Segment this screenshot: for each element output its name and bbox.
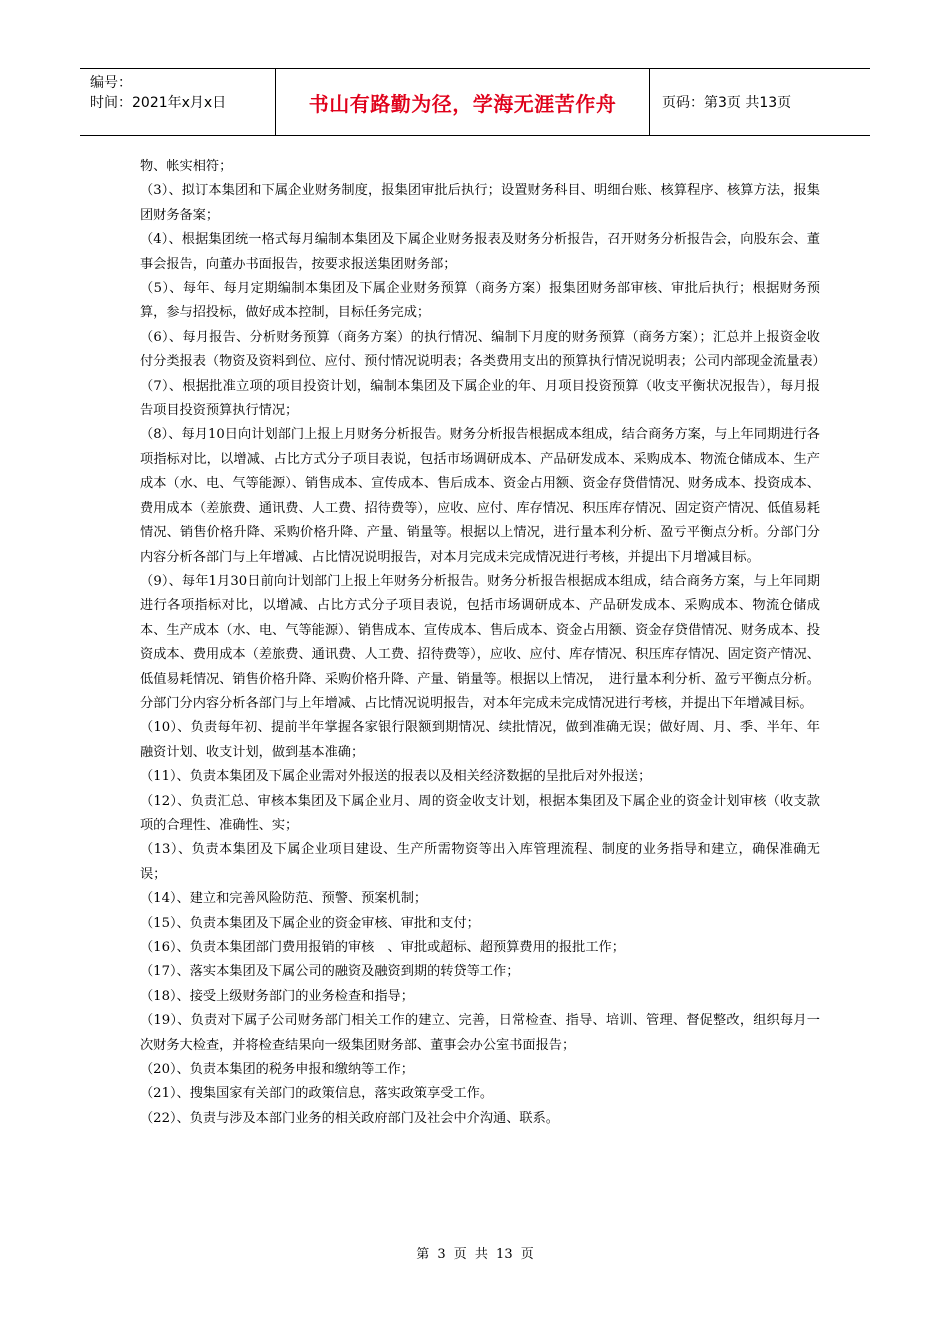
paragraph: （16）、负责本集团部门费用报销的审核 、审批或超标、超预算费用的报批工作； bbox=[140, 940, 625, 955]
paragraph: （13）、负责本集团及下属企业项目建设、生产所需物资等出入库管理流程、制度的业务指导和建立，确保准确无误； bbox=[140, 842, 820, 882]
paragraph: （6）、每月报告、分析财务预算（商务方案）的执行情况、编制下月度的财务预算（商务方案）；汇总并上报资金收付分类报表（物资及资料到位、应付、预付情况说明表；各类费用支出的预算执行情况说明表；公司内部现金流量表） bbox=[140, 329, 826, 370]
paragraph: （18）、接受上级财务部门的业务检查和指导； bbox=[140, 988, 414, 1004]
document-date: 时间：2021年x月x日 bbox=[90, 95, 227, 111]
document-body bbox=[140, 155, 826, 1131]
paragraph: 物、帐实相符； bbox=[140, 159, 233, 174]
paragraph: （22）、负责与涉及本部门业务的相关政府部门及社会中介沟通、联系。 bbox=[140, 1110, 559, 1126]
paragraph: （5）、每年、每月定期编制本集团及下属企业财务预算（商务方案）报集团财务部审核、审批后执行；根据财务预算，参与招投标，做好成本控制，目标任务完成； bbox=[140, 281, 820, 321]
paragraph: （14）、建立和完善风险防范、预警、预案机制； bbox=[140, 891, 428, 907]
header-motto: 书山有路勤为径，学海无涯苦作舟 bbox=[276, 69, 650, 135]
paragraph: （9）、每年1月30日前向计划部门上报上年财务分析报告。财务分析报告根据成本组成，结合商务方案，与上年同期进行各项指标对比，以增减、占比方式分子项目表说，包括市场调研成本、产品研发成本、采购成本、物流仓储成本、生产成本（水、电、气等能源）、销售成本、宣传成本、售后成本、资金占用额、资金存贷借情况、财务成本、投资成本、费用成本（差旅费、通讯费、人工费、招待费等），应收、应付、库存情况、积压库存情况、固定资产情况、低值易耗情况、销售价格升降、采购价格升降、产量、销量等。根据以上情况， 进行量本利分析、盈亏平衡点分析。分部门分内容分析各部门与上年增减、占比情况说明报告，对本年完成未完成情况进行考核，并提出下年增减目标。 bbox=[140, 573, 820, 711]
paragraph: （19）、负责对下属子公司财务部门相关工作的建立、完善，日常检查、指导、培训、管理、督促整改，组织每月一次财务大检查，并将检查结果向一级集团财务部、董事会办公室书面报告； bbox=[140, 1013, 820, 1053]
header-meta bbox=[80, 69, 276, 135]
paragraph: （3）、拟订本集团和下属企业财务制度，报集团审批后执行；设置财务科目、明细台账、核算程序、核算方法，报集团财务备案； bbox=[140, 183, 820, 223]
paragraph: （10）、负责每年初、提前半年掌握各家银行限额到期情况、续批情况，做到准确无误；做好周、月、季、半年、年融资计划、收支计划，做到基本准确； bbox=[140, 720, 820, 760]
paragraph: （8）、每月10日向计划部门上报上月财务分析报告。财务分析报告根据成本组成，结合商务方案，与上年同期进行各项指标对比，以增减、占比方式分子项目表说，包括市场调研成本、产品研发成本、采购成本、物流仓储成本、生产成本（水、电、气等能源）、销售成本、宣传成本、售后成本、资金占用额、资金存贷借情况、财务成本、投资成本、费用成本（差旅费、通讯费、人工费、招待费等），应收、应付、库存情况、积压库存情况、固定资产情况、低值易耗情况、销售价格升降、采购价格升降、产量、销量等。根据以上情况，进行量本利分析、盈亏平衡点分析。分部门分内容分析各部门与上年增减、占比情况说明报告，对本月完成未完成情况进行考核，并提出下月增减目标。 bbox=[140, 427, 820, 565]
paragraph: （4）、根据集团统一格式每月编制本集团及下属企业财务报表及财务分析报告，召开财务分析报告会，向股东会、董事会报告，向董办书面报告，按要求报送集团财务部； bbox=[140, 232, 820, 272]
paragraph: （21）、搜集国家有关部门的政策信息，落实政策享受工作。 bbox=[140, 1086, 494, 1102]
paragraph: （7）、根据批准立项的项目投资计划，编制本集团及下属企业的年、月项目投资预算（收支平衡状况报告），每月报告项目投资预算执行情况； bbox=[140, 378, 820, 419]
paragraph: （12）、负责汇总、审核本集团及下属企业月、周的资金收支计划，根据本集团及下属企业的资金计划审核（收支款项的合理性、准确性、实； bbox=[140, 793, 820, 833]
header-page-info: 页码：第3页 共13页 bbox=[662, 95, 792, 111]
page-footer: 第 3 页 共 13 页 bbox=[416, 1247, 534, 1262]
paragraph: （11）、负责本集团及下属企业需对外报送的报表以及相关经济数据的呈批后对外报送； bbox=[140, 769, 652, 785]
page-header bbox=[80, 68, 870, 136]
paragraph: （15）、负责本集团及下属企业的资金审核、审批和支付； bbox=[140, 915, 480, 931]
document-number-label: 编号： bbox=[90, 75, 132, 91]
paragraph: （17）、落实本集团及下属公司的融资及融资到期的转贷等工作； bbox=[140, 964, 520, 980]
paragraph: （20）、负责本集团的税务申报和缴纳等工作； bbox=[140, 1062, 414, 1078]
